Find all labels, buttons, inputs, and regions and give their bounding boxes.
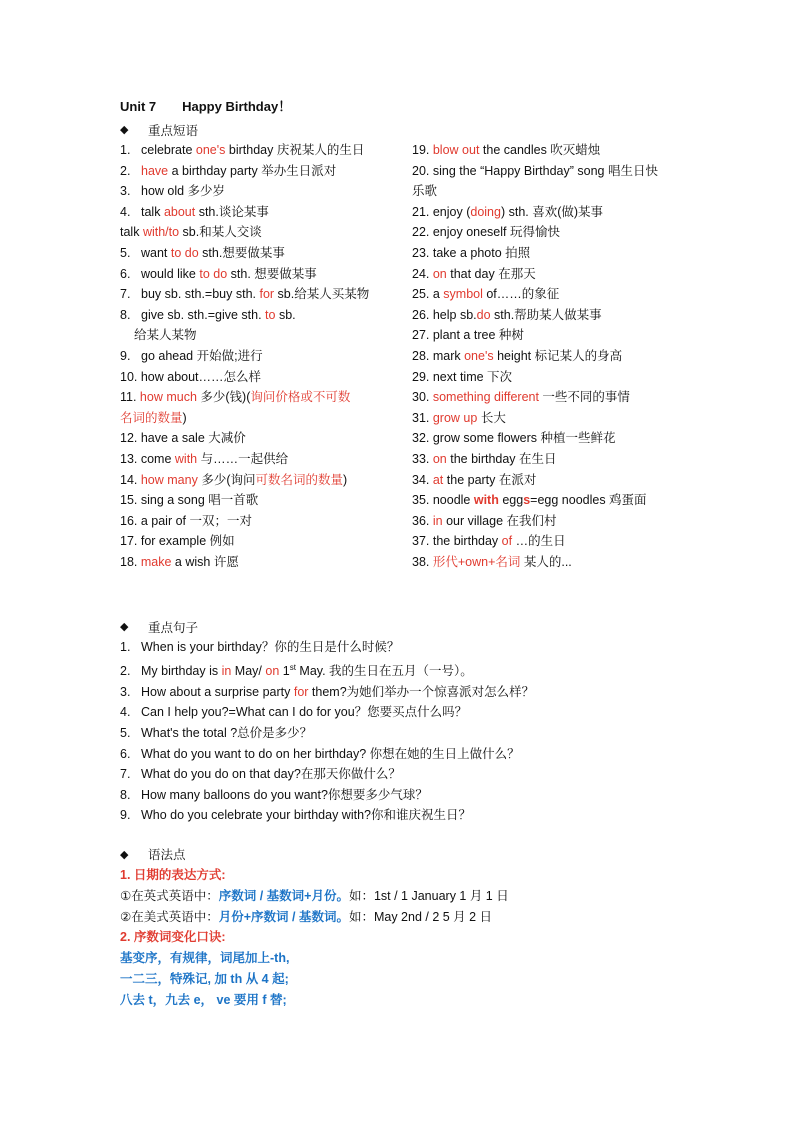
item-number: 3. (120, 184, 131, 199)
text-run: ) sth. 喜欢(做)某事 (500, 204, 604, 219)
text-run: sth.帮助某人做某事 (490, 307, 602, 322)
text-run: sth.谈论某事 (195, 204, 269, 219)
phrase-item (120, 449, 412, 470)
text-run: 30. (412, 390, 433, 405)
text-run: =egg noodles 鸡蛋面 (530, 493, 647, 508)
phrase-item (412, 531, 682, 552)
text-run: them?为她们举办一个惊喜派对怎么样？ (308, 684, 535, 699)
text-run: 25. a (412, 287, 444, 302)
text-run: 可数名词的数量 (255, 472, 343, 487)
item-number: 3. (120, 684, 131, 699)
text-run: 16. a pair of 一双；一对 (120, 513, 252, 528)
sentence-item (120, 764, 720, 785)
document-page (120, 96, 720, 1011)
text-run: with/to (142, 225, 180, 240)
phrase-columns (120, 140, 720, 572)
item-number: 5. (120, 245, 131, 260)
text-run: 乐歌 (412, 184, 438, 199)
text-run: sb.和某人交谈 (179, 225, 262, 240)
text-run: how many (140, 472, 198, 487)
text-run: 15. sing a song 唱一首歌 (120, 493, 259, 508)
text-run: 21. enjoy ( (412, 204, 471, 219)
text-run: 长大 (477, 410, 506, 425)
text-run: how old 多少岁 (141, 184, 226, 199)
text-run: st (289, 663, 296, 673)
phrase-item (120, 181, 412, 202)
text-run: 37. the birthday (412, 534, 502, 549)
section-heading-sentences (120, 616, 720, 637)
section-title: 重点短语 (148, 123, 199, 138)
phrase-item (412, 264, 682, 285)
text-run: 19. (412, 143, 433, 157)
text-run: how much (139, 390, 197, 405)
text-run: 22. enjoy oneself 玩得愉快 (412, 225, 560, 240)
text-run: that day 在那天 (446, 266, 536, 281)
grammar-line (120, 969, 720, 990)
text-run: doing (470, 204, 501, 219)
phrase-item (120, 284, 412, 305)
item-number: 9. (120, 348, 131, 363)
text-run: 询问价格或不可数 (250, 390, 351, 405)
text-run: 36. (412, 513, 433, 528)
text-run: How about a surprise party (141, 684, 294, 699)
text-run: 1 (279, 664, 290, 679)
unit-number: Unit 7 (120, 99, 157, 114)
text-run: s (523, 493, 531, 508)
text-run: to (265, 307, 276, 322)
text-run: on (265, 664, 280, 679)
text-run: When is your birthday？你的生日是什么时候？ (141, 640, 400, 655)
text-run: for (259, 287, 275, 302)
phrase-item (120, 490, 412, 511)
text-run: have (141, 163, 169, 178)
text-run: Who do you celebrate your birthday with?你和谁庆祝生日？ (141, 808, 471, 823)
text-run: 多少(钱)( (196, 390, 251, 405)
text-run: 29. next time 下次 (412, 369, 513, 384)
text-run: talk (120, 225, 143, 240)
sentence-item (120, 637, 720, 658)
text-run: the party 在派对 (443, 472, 537, 487)
text-run: How many balloons do you want?你想要多少气球？ (141, 787, 428, 802)
text-run: symbol (443, 287, 483, 302)
text-run: 20. sing the “Happy Birthday” song 唱生日快 (412, 163, 658, 178)
text-run: 18. (120, 554, 141, 569)
item-number: 2. (120, 664, 131, 679)
phrase-item (412, 346, 682, 367)
text-run: sth.想要做某事 (198, 245, 285, 260)
phrase-item (120, 511, 412, 532)
text-run: one's (464, 348, 494, 363)
diamond-bullet-icon: ◆ (120, 621, 129, 634)
text-run: a birthday party 举办生日派对 (168, 163, 337, 178)
text-run: of (501, 534, 513, 549)
text-run: 1. 日期的表达方式: (120, 867, 226, 882)
text-run: 形代+own+名词 (432, 554, 521, 569)
text-run: with (174, 451, 198, 466)
text-run: 28. mark (412, 348, 465, 363)
phrase-item (412, 552, 682, 573)
phrase-item (412, 367, 682, 388)
text-run: with (473, 493, 499, 508)
item-number: 1. (120, 143, 131, 157)
text-run: 2. 序数词变化口诀: (120, 930, 226, 945)
text-run: sth. 想要做某事 (227, 266, 317, 281)
text-run: 10. how about……怎么样 (120, 369, 262, 384)
text-run: something different (432, 390, 539, 405)
text-run: 一二三，特殊记, 加 th 从 4 起; (120, 971, 289, 986)
text-run: one's (195, 143, 226, 157)
text-run: 给某人某物 (134, 328, 197, 343)
phrase-item (412, 511, 682, 532)
text-run: the candles 吹灭蜡烛 (479, 143, 601, 157)
item-number: 1. (120, 640, 131, 655)
phrase-item (120, 140, 412, 161)
section-title: 重点句子 (148, 620, 199, 635)
text-run: 38. (412, 554, 433, 569)
diamond-bullet-icon: ◆ (120, 848, 129, 861)
phrase-item (412, 243, 682, 264)
item-number: 9. (120, 808, 131, 823)
text-run: 12. have a sale 大减价 (120, 431, 246, 446)
item-number: 6. (120, 266, 131, 281)
phrase-item (412, 449, 682, 470)
text-run: about (163, 204, 196, 219)
text-run: do (476, 307, 491, 322)
text-run: egg (498, 493, 524, 508)
sentence-item (120, 744, 720, 765)
text-run: celebrate (141, 143, 196, 157)
phrase-item (120, 243, 412, 264)
phrase-item (120, 367, 412, 388)
phrase-item (120, 161, 412, 182)
phrase-item (412, 284, 682, 305)
text-run: would like (141, 266, 200, 281)
text-run: sb.给某人买某物 (274, 287, 370, 302)
phrase-item (412, 202, 682, 223)
phrase-item (120, 387, 412, 408)
sentence-item (120, 682, 720, 703)
section-heading-grammar (120, 844, 720, 865)
text-run: Can I help you?=What can I do for you？您要买点什么吗？ (141, 705, 468, 720)
phrase-item (120, 222, 412, 243)
text-run: ②在美式英语中： (120, 909, 219, 924)
phrase-item (120, 552, 412, 573)
text-run: ①在英式英语中： (120, 888, 219, 903)
phrase-item (412, 470, 682, 491)
phrase-list-left (120, 140, 412, 572)
section-title: 语法点 (148, 848, 186, 863)
phrase-item (412, 181, 682, 202)
text-run: buy sb. sth.=buy sth. (141, 287, 260, 302)
text-run: 月份+序数词 / 基数词。 (218, 909, 349, 924)
text-run: 17. for example 例如 (120, 534, 235, 549)
phrase-item (412, 222, 682, 243)
item-number: 7. (120, 287, 131, 302)
phrase-item (120, 264, 412, 285)
phrase-item (120, 531, 412, 552)
text-run: 11. (120, 390, 140, 405)
grammar-line (120, 886, 720, 907)
text-run: 基变序，有规律，词尾加上-th, (120, 951, 290, 966)
phrase-item (412, 428, 682, 449)
phrase-item (412, 305, 682, 326)
text-run: height 标记某人的身高 (493, 348, 623, 363)
text-run: My birthday is (141, 664, 222, 679)
phrase-item (412, 408, 682, 429)
unit-name: Happy Birthday！ (182, 99, 292, 114)
sentence-item (120, 702, 720, 723)
text-run: go ahead 开始做;进行 (141, 348, 263, 363)
text-run: 34. (412, 472, 433, 487)
text-run: May/ (231, 664, 266, 679)
text-run: birthday 庆祝某人的生日 (225, 143, 365, 157)
text-run: on (432, 451, 447, 466)
item-number: 7. (120, 767, 131, 782)
text-run: ) (343, 472, 348, 487)
sentence-list (120, 637, 720, 826)
text-run: of……的象征 (482, 287, 560, 302)
text-run: 某人的... (520, 554, 572, 569)
text-run: What do you do on that day?在那天你做什么？ (141, 767, 401, 782)
text-run: 26. help sb. (412, 307, 477, 322)
text-run: 一些不同的事情 (538, 390, 630, 405)
phrase-item (120, 202, 412, 223)
item-number: 6. (120, 746, 131, 761)
phrase-item (120, 346, 412, 367)
phrase-item (120, 325, 412, 346)
diamond-bullet-icon: ◆ (120, 124, 129, 136)
phrase-item (412, 325, 682, 346)
text-run: to do (199, 266, 228, 281)
sentence-item (120, 805, 720, 826)
text-run: want (141, 245, 171, 260)
item-number: 4. (120, 705, 131, 720)
text-run: 27. plant a tree 种树 (412, 328, 524, 343)
text-run: 如：May 2nd / 2 5 月 2 日 (348, 909, 493, 924)
text-run: in (221, 664, 232, 679)
item-number: 5. (120, 726, 131, 740)
grammar-line (120, 927, 720, 948)
text-run: ) (182, 410, 187, 425)
text-run: a wish 许愿 (171, 554, 239, 569)
phrase-item (120, 408, 412, 429)
item-number: 8. (120, 307, 131, 322)
text-run: 33. (412, 451, 433, 466)
text-run: blow out (432, 143, 480, 157)
text-run: for (293, 684, 309, 699)
phrase-item (412, 490, 682, 511)
grammar-line (120, 990, 720, 1011)
text-run: our village 在我们村 (442, 513, 557, 528)
text-run: to do (170, 245, 199, 260)
text-run: sb. (275, 307, 296, 322)
phrase-item (412, 140, 682, 161)
text-run: 13. come (120, 451, 175, 466)
sentence-item (120, 658, 720, 682)
text-run: 多少(询问 (197, 472, 256, 487)
item-number: 4. (120, 204, 131, 219)
item-number: 2. (120, 163, 131, 178)
grammar-line (120, 948, 720, 969)
text-run: 如：1st / 1 January 1 月 1 日 (348, 888, 509, 903)
text-run: 14. (120, 472, 141, 487)
text-run: …的生日 (512, 534, 566, 549)
text-run: May. 我的生日在五月（一号）。 (295, 664, 473, 679)
text-run: 序数词 / 基数词+月份。 (218, 888, 349, 903)
text-run: grow up (432, 410, 478, 425)
text-run: 八去 t，九去 e， ve 要用 f 替; (120, 992, 287, 1007)
grammar-list (120, 865, 720, 1011)
phrase-item (120, 305, 412, 326)
text-run: 35. noodle (412, 493, 474, 508)
text-run: give sb. sth.=give sth. (141, 307, 266, 322)
phrase-list-right (412, 140, 682, 572)
unit-title (120, 96, 720, 115)
text-run: at (432, 472, 444, 487)
item-number: 8. (120, 787, 131, 802)
text-run: 32. grow some flowers 种植一些鲜花 (412, 431, 616, 446)
text-run: the birthday 在生日 (446, 451, 557, 466)
grammar-line (120, 865, 720, 886)
text-run: on (432, 266, 447, 281)
text-run: 与……一起供给 (197, 451, 289, 466)
text-run: 24. (412, 266, 433, 281)
phrase-item (412, 161, 682, 182)
phrase-item (120, 470, 412, 491)
section-heading-phrases (120, 119, 720, 140)
text-run: make (140, 554, 172, 569)
text-run: talk (141, 204, 164, 219)
text-run: What do you want to do on her birthday? 你想在她的生日上做什么？ (141, 746, 520, 761)
sentence-item (120, 785, 720, 806)
text-run: What's the total ?总价是多少？ (141, 726, 313, 740)
grammar-line (120, 907, 720, 928)
phrase-item (412, 387, 682, 408)
text-run: in (432, 513, 443, 528)
text-run: 31. (412, 410, 433, 425)
sentence-item (120, 723, 720, 744)
text-run: 23. take a photo 拍照 (412, 245, 531, 260)
text-run: 名词的数量 (120, 410, 183, 425)
phrase-item (120, 428, 412, 449)
